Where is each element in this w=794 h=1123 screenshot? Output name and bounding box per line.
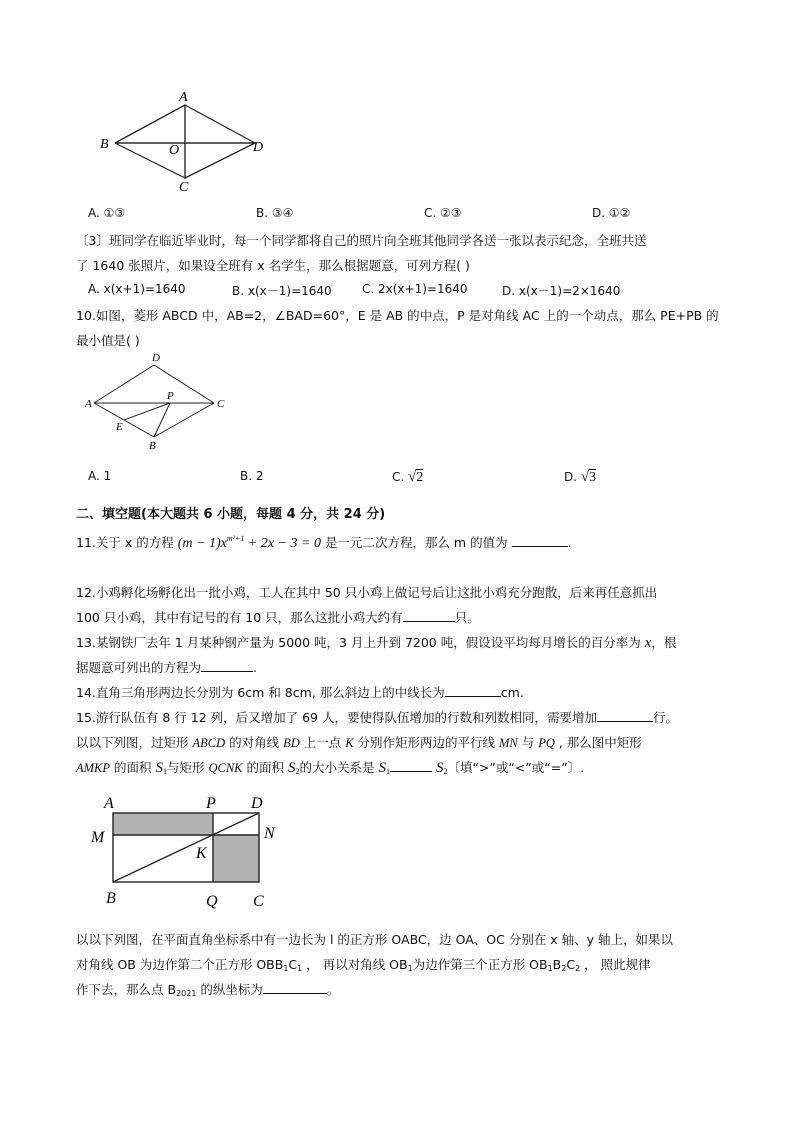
- q12-line2-text: 100 只小鸡，其中有记号的有 10 只，那么这批小鸡大约有: [76, 610, 403, 625]
- q9-option-c[interactable]: C. ②③: [424, 206, 462, 220]
- q13-answer-blank[interactable]: [201, 659, 253, 672]
- q13-line2: [76, 658, 257, 676]
- section-title-fill-blank: 二、填空题(本大题共 6 小题，每题 4 分，共 24 分): [76, 507, 386, 522]
- q10-option-d[interactable]: [564, 469, 596, 486]
- q14-unit: cm.: [500, 685, 524, 700]
- q13-line1: [76, 633, 676, 652]
- q16-rect-qcnk: QCNK: [208, 761, 243, 775]
- q10-option-d-label: D.: [564, 470, 581, 484]
- label-n: N: [264, 825, 275, 842]
- q9-option-b[interactable]: B. ③④: [256, 206, 294, 220]
- q16-s1: S: [155, 760, 163, 776]
- q16-line-mn: MN: [499, 736, 518, 750]
- q13-text: 13.某钢铁厂去年 1 月某种钢产量为 5000 吨，3 月上升到 7200 吨，假设设平均每月增长的百分率为: [76, 635, 641, 650]
- q16-s1-compare: S: [378, 760, 386, 776]
- q17-text-4: 为边作第三个正方形 OB: [412, 957, 548, 972]
- q10-option-a[interactable]: A. 1: [88, 469, 112, 483]
- label-b: B: [149, 440, 156, 452]
- label-p: P: [206, 795, 216, 812]
- label-c: C: [253, 893, 264, 910]
- q16-text-2: 的对角线: [225, 735, 284, 750]
- q14: [76, 683, 524, 701]
- q16-text-9: 的面积: [242, 760, 288, 775]
- q11-suffix: 是一元二次方程，那么 m 的值为: [324, 535, 508, 550]
- rhombus-figure-abcd: [95, 88, 275, 198]
- q17-line3: [76, 980, 339, 998]
- q11: [76, 533, 572, 552]
- q16-point-k: K: [345, 736, 354, 750]
- label-d: D: [253, 140, 264, 155]
- q10-line2: 最小值是( ): [76, 333, 140, 348]
- q16-line1: [76, 733, 642, 751]
- label-a: A: [85, 398, 92, 410]
- rhombus-figure-pe-pb: [82, 350, 242, 455]
- q16-line2: AMKP 的面积 $S_1$与矩形 QCNK 的面积 $S_2$的大小关系是 $S_1$ $S_2$〔填“>”或“<”或“=”〕.: [76, 760, 585, 776]
- q10-option-c[interactable]: [392, 469, 423, 486]
- q16-text-10: 的大小关系是: [299, 760, 379, 775]
- rectangle-figure-abcd: [88, 790, 293, 915]
- q16-s2-compare: S: [435, 760, 444, 776]
- q16-text-1: 以以下列图，过矩形: [76, 735, 193, 750]
- q17-text-6: C: [566, 957, 576, 972]
- q16-text-11: 〔填“>”或“<”或“=”〕.: [447, 760, 585, 775]
- q16-line-pq: PQ: [538, 736, 555, 750]
- q13-text-end: ，根: [651, 635, 677, 650]
- label-c: C: [179, 180, 189, 195]
- q14-text: 14.直角三角形两边长分别为 6cm 和 8cm, 那么斜边上的中线长为: [76, 685, 445, 700]
- q10-option-b[interactable]: B. 2: [240, 469, 264, 483]
- q15-end: 行。: [653, 710, 679, 725]
- q16-s2: S: [287, 760, 296, 776]
- q15: [76, 708, 678, 726]
- q10-line1: 10.如图，菱形 ABCD 中，AB=2，∠BAD=60°，E 是 AB 的中点，P 是对角线 AC 上的一个动点，那么 PE+PB 的: [76, 308, 719, 323]
- label-q: Q: [206, 893, 218, 910]
- label-e: E: [116, 421, 123, 433]
- label-b: B: [106, 890, 116, 907]
- sqrt-icon: √: [408, 469, 417, 485]
- q-photo-line1: 〔3〕班同学在临近毕业时，每一个同学都将自己的照片向全班其他同学各送一张以表示纪念，全班共送: [76, 233, 647, 248]
- label-d: D: [251, 795, 263, 812]
- label-m: M: [91, 829, 105, 846]
- label-d: D: [152, 352, 160, 364]
- q16-diagonal-bd: BD: [283, 736, 300, 750]
- q16-text-6: , 那么图中矩形: [554, 735, 642, 750]
- q11-term: (m − 1)x: [177, 536, 227, 551]
- q17-line2: 对角线 OB 为边作第二个正方形 $OBB_1C_1$ ， 再以对角线 $OB_1$为边作第三个正方形 $OB_1B_2C_2$ ， 照此规律: [76, 957, 651, 973]
- q17-end: 。: [326, 982, 340, 997]
- q16-rect-amkp: AMKP: [76, 761, 111, 775]
- q17-text-1: 对角线 OB 为边作第二个正方形 OBB: [76, 957, 284, 972]
- q16-text-3: 上一点: [299, 735, 346, 750]
- q17-text-8: 作下去，那么点 B: [76, 982, 177, 997]
- q13-line2-end: .: [253, 660, 257, 675]
- q-photo-option-b[interactable]: B. x(x－1)=1640: [232, 284, 332, 298]
- shaded-rect-amkp: [113, 813, 213, 835]
- q10-option-c-radicand: 2: [416, 470, 424, 485]
- q10-option-d-radicand: 3: [589, 470, 597, 485]
- q9-option-d[interactable]: D. ①②: [592, 206, 631, 220]
- shaded-rect-qcnk: [213, 835, 259, 882]
- q17-text-3: ， 再以对角线 OB: [302, 957, 408, 972]
- q12-line1: 12.小鸡孵化场孵化出一批小鸡，工人在其中 50 只小鸡上做记号后让这批小鸡充分跑散，后来再任意抓出: [76, 585, 658, 600]
- q10-option-c-label: C.: [392, 470, 409, 484]
- q16-text-7: 的面积: [110, 760, 156, 775]
- label-a: A: [179, 90, 188, 105]
- label-p: P: [167, 390, 174, 402]
- q16-text-4: 分别作矩形两边的平行线: [353, 735, 499, 750]
- q15-answer-blank[interactable]: [597, 709, 653, 722]
- q12-line2: [76, 608, 480, 626]
- q14-answer-blank[interactable]: [445, 684, 501, 697]
- q13-line2-text: 据题意可列出的方程为: [76, 660, 202, 675]
- sqrt-icon: √: [580, 469, 590, 485]
- q11-prefix: 11.关于 x 的方程: [76, 535, 174, 550]
- q17-text-2: C: [288, 957, 298, 972]
- q16-text-8: 与矩形: [166, 760, 209, 775]
- q17-text-9: 的纵坐标为: [196, 982, 263, 997]
- q-photo-option-d[interactable]: D. x(x－1)=2×1640: [502, 284, 621, 298]
- label-a: A: [104, 795, 114, 812]
- q12-answer-blank[interactable]: [403, 609, 455, 622]
- q17-subscript: 2021: [176, 989, 197, 998]
- q16-rect-abcd: ABCD: [192, 736, 226, 750]
- label-c: C: [217, 398, 225, 410]
- q17-text-7: ， 照此规律: [580, 957, 651, 972]
- label-o: O: [169, 143, 180, 158]
- q11-exponent: m²+1: [226, 534, 245, 543]
- q13-variable: x: [644, 635, 652, 651]
- q16-answer-blank[interactable]: [390, 759, 432, 772]
- q-photo-option-c[interactable]: C. 2x(x+1)=1640: [362, 282, 468, 296]
- label-k: K: [196, 845, 207, 862]
- q17-text-5: B: [552, 957, 562, 972]
- q-photo-option-a[interactable]: A. x(x+1)=1640: [88, 282, 186, 296]
- q-photo-line2: 了 1640 张照片，如果设全班有 x 名学生，那么根据题意，可列方程( ): [76, 258, 470, 273]
- q15-text: 15.游行队伍有 8 行 12 列，后又增加了 69 人，要使得队伍增加的行数和列数相同，需要增加: [76, 710, 597, 725]
- q11-answer-blank[interactable]: [512, 534, 568, 547]
- q16-text-5: 与: [517, 735, 539, 750]
- q17-answer-blank[interactable]: [263, 981, 327, 994]
- q11-end: .: [567, 535, 572, 550]
- q17-line1: 以以下列图，在平面直角坐标系中有一边长为 l 的正方形 OABC，边 OA、OC 分别在 x 轴、y 轴上，如果以: [76, 932, 674, 947]
- q11-rest: + 2x − 3 = 0: [244, 536, 321, 551]
- label-b: B: [100, 137, 109, 152]
- q12-line2-end: 只。: [454, 610, 480, 625]
- q9-option-a[interactable]: A. ①③: [88, 206, 126, 220]
